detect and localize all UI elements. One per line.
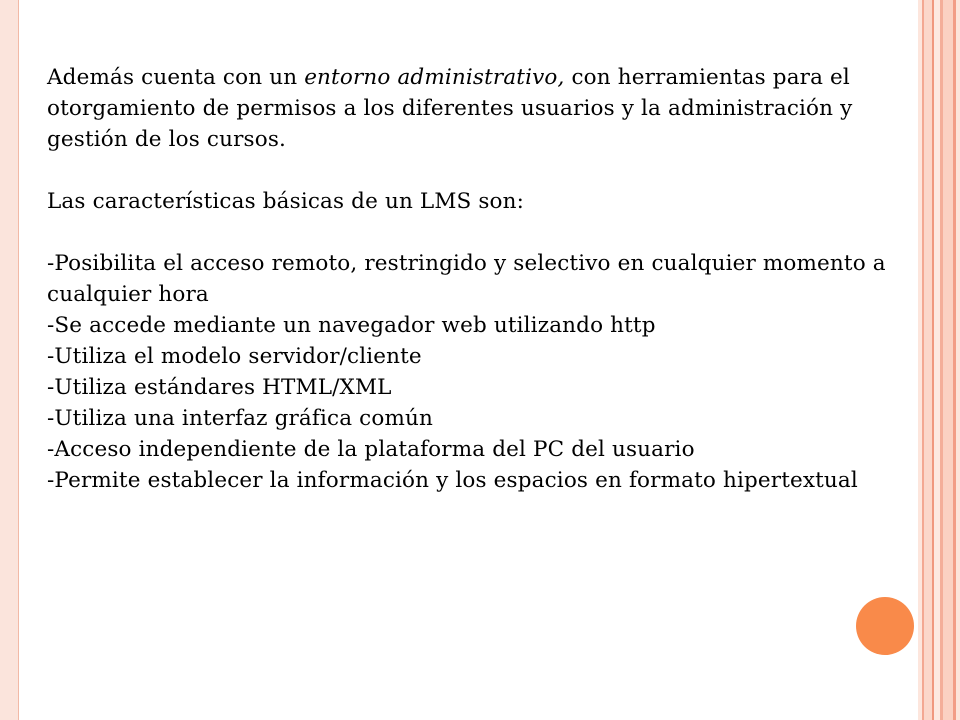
orange-circle-decoration xyxy=(856,597,914,655)
feature-item: -Utiliza el modelo servidor/cliente xyxy=(47,344,422,369)
stripe xyxy=(956,0,960,720)
spacer xyxy=(47,155,907,186)
features-list xyxy=(47,248,907,496)
left-border-decoration xyxy=(0,0,19,720)
intro-text-end: con herramientas para el otorgamiento de permisos a los diferentes usuarios y la administración y gestión de los cursos. xyxy=(47,65,853,152)
stripe xyxy=(943,0,953,720)
feature-item: -Posibilita el acceso remoto, restringido y selectivo en cualquier momento a cualquier hora xyxy=(47,251,886,307)
feature-item: -Acceso independiente de la plataforma del PC del usuario xyxy=(47,437,695,462)
features-heading: Las características básicas de un LMS son: xyxy=(47,189,525,214)
intro-text-start: Además cuenta con un xyxy=(47,65,305,90)
spacer xyxy=(47,217,907,248)
feature-item: -Utiliza estándares HTML/XML xyxy=(47,375,392,400)
intro-paragraph xyxy=(47,62,907,155)
stripe xyxy=(924,0,932,720)
slide-body xyxy=(47,62,907,496)
feature-item: -Permite establecer la información y los espacios en formato hipertextual xyxy=(47,468,858,493)
right-stripes-decoration xyxy=(918,0,960,720)
intro-text-italic: entorno administrativo, xyxy=(304,65,565,90)
feature-item: -Utiliza una interfaz gráfica común xyxy=(47,406,433,431)
feature-item: -Se accede mediante un navegador web utilizando http xyxy=(47,313,656,338)
